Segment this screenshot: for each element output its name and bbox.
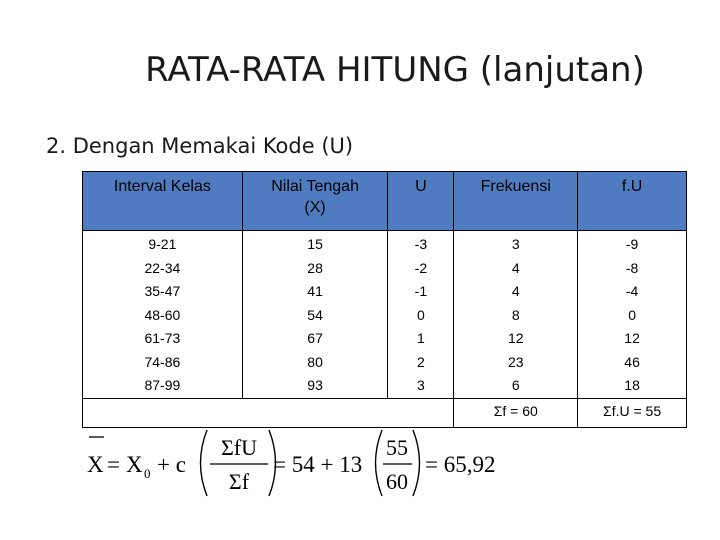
formula-plus-c: + c bbox=[157, 452, 186, 477]
table-cell: 0 bbox=[417, 306, 425, 323]
header-nilai-tengah bbox=[242, 172, 388, 231]
table-cell: 54 bbox=[307, 306, 323, 323]
table-cell: 67 bbox=[307, 330, 323, 346]
table-cell: 1 bbox=[417, 330, 425, 346]
frequency-table bbox=[82, 171, 687, 428]
total-frekuensi: Σf = 60 bbox=[454, 398, 578, 427]
left-paren-1 bbox=[201, 430, 208, 496]
formula-x0-subscript: 0 bbox=[144, 466, 151, 481]
table-cell: 2 bbox=[417, 353, 425, 370]
mean-formula bbox=[86, 425, 526, 500]
table-cell: 18 bbox=[624, 377, 640, 393]
table-cell: 4 bbox=[511, 283, 520, 299]
table-cell: 74-86 bbox=[144, 353, 181, 370]
table-cell: 0 bbox=[628, 306, 636, 323]
table-cell: -8 bbox=[625, 259, 639, 276]
table-cell: 8 bbox=[511, 306, 520, 323]
left-paren-2 bbox=[376, 430, 383, 496]
table-cell: 28 bbox=[307, 259, 323, 276]
table-cell: 48-60 bbox=[144, 306, 181, 323]
table-total-row bbox=[83, 398, 687, 427]
fraction-2-denominator: 60 bbox=[386, 469, 408, 494]
table-body-row bbox=[83, 231, 687, 399]
table-cell: -4 bbox=[625, 283, 639, 299]
formula-equals-2: = 54 + 13 bbox=[273, 452, 363, 477]
header-nilai-tengah-line: (X) bbox=[304, 199, 326, 216]
table-cell: 93 bbox=[307, 377, 323, 393]
right-paren-2 bbox=[413, 430, 420, 496]
header-frekuensi: Frekuensi bbox=[454, 172, 578, 231]
header-nilai-tengah-line: Nilai Tengah bbox=[271, 178, 359, 195]
table-cell: 23 bbox=[507, 353, 524, 370]
header-fu: f.U bbox=[578, 172, 687, 231]
column-interval-kelas bbox=[83, 231, 243, 399]
column-nilai-tengah bbox=[242, 231, 388, 399]
formula-svg bbox=[86, 425, 526, 500]
table-cell: 15 bbox=[307, 236, 323, 252]
formula-x0: X bbox=[126, 452, 143, 477]
slide-title: RATA-RATA HITUNG (lanjutan) bbox=[145, 50, 645, 90]
total-empty-cell bbox=[83, 398, 454, 427]
fraction-1-denominator: Σf bbox=[228, 469, 250, 494]
table-cell: -1 bbox=[414, 283, 428, 299]
column-fu bbox=[578, 231, 687, 399]
formula-equals-1: = bbox=[107, 452, 120, 477]
section-heading: 2. Dengan Memakai Kode (U) bbox=[46, 134, 354, 158]
fraction-1-numerator: ΣfU bbox=[220, 435, 258, 460]
table-cell: 3 bbox=[417, 377, 425, 393]
fraction-2-numerator: 55 bbox=[386, 435, 408, 460]
formula-result: = 65,92 bbox=[425, 452, 496, 477]
table-cell: 4 bbox=[511, 259, 520, 276]
table-cell: -9 bbox=[625, 236, 639, 252]
table-cell: 9-21 bbox=[148, 236, 177, 252]
total-fu: Σf.U = 55 bbox=[578, 398, 687, 427]
formula-lhs: X bbox=[87, 452, 104, 477]
column-frekuensi bbox=[454, 231, 578, 399]
table-cell: 12 bbox=[507, 330, 524, 346]
header-interval-kelas: Interval Kelas bbox=[83, 172, 243, 231]
table-cell: 22-34 bbox=[144, 259, 181, 276]
table-cell: 3 bbox=[511, 236, 520, 252]
column-u bbox=[388, 231, 454, 399]
header-u: U bbox=[388, 172, 454, 231]
table-cell: 61-73 bbox=[144, 330, 181, 346]
table-cell: -2 bbox=[414, 259, 428, 276]
table-cell: 87-99 bbox=[144, 377, 181, 393]
table-cell: 46 bbox=[624, 353, 640, 370]
table-header-row bbox=[83, 172, 687, 231]
table-cell: -3 bbox=[414, 236, 428, 252]
header-nilai-tengah-label bbox=[245, 176, 386, 218]
table-cell: 6 bbox=[511, 377, 520, 393]
table-cell: 41 bbox=[307, 283, 323, 299]
table-cell: 12 bbox=[624, 330, 640, 346]
table-cell: 80 bbox=[307, 353, 323, 370]
table-cell: 35-47 bbox=[144, 283, 181, 299]
